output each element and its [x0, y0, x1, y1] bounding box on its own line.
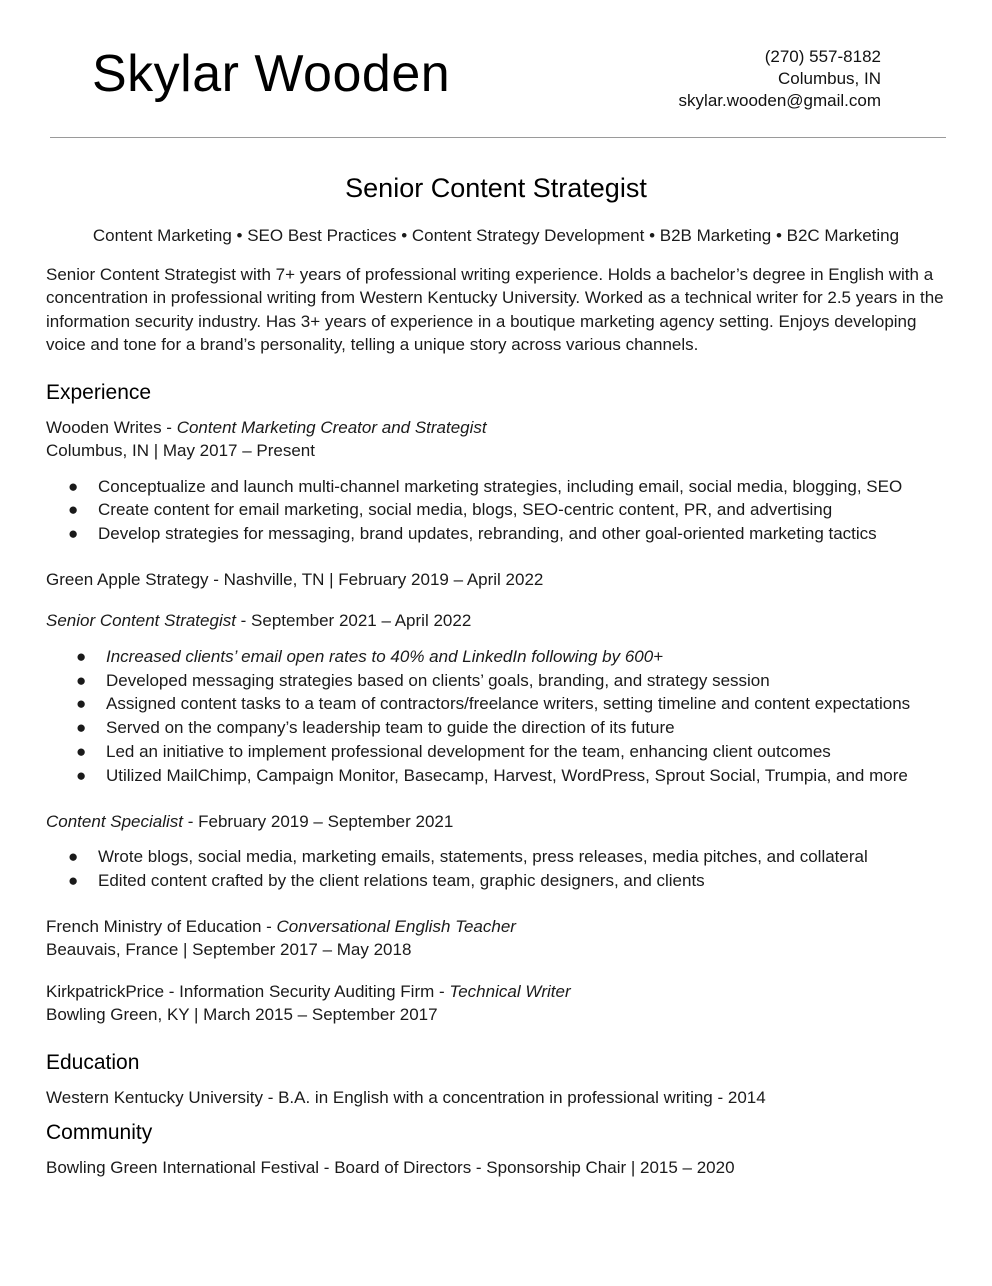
header-divider — [50, 137, 946, 138]
company-name: Wooden Writes - — [46, 417, 177, 437]
job-dates: - September 2021 – April 2022 — [235, 611, 472, 631]
list-item: ● Utilized MailChimp, Campaign Monitor, Basecamp, Harvest, WordPress, Sprout Social, Trumpia, and more — [46, 764, 946, 788]
list-item: ● Served on the company’s leadership team to guide the direction of its future — [46, 716, 946, 740]
list-item: ● Wrote blogs, social media, marketing emails, statements, press releases, media pitches, and collateral — [46, 845, 946, 869]
job-kirkpatrick-title — [46, 980, 946, 1004]
bullet-icon: ● — [76, 718, 87, 738]
company-name: KirkpatrickPrice - Information Security Auditing Firm - — [46, 981, 450, 1001]
list-item: ● Led an initiative to implement professional development for the team, enhancing client outcomes — [46, 740, 946, 764]
bullet-icon: ● — [76, 670, 87, 690]
job-wooden-writes-meta: Columbus, IN | May 2017 – Present — [46, 441, 315, 460]
bullet-icon: ● — [68, 524, 79, 544]
community-line: Bowling Green International Festival - Board of Directors - Sponsorship Chair | 2015 – 2020 — [46, 1158, 735, 1178]
job-french-ministry-meta: Beauvais, France | September 2017 – May 2018 — [46, 940, 412, 960]
list-item: ● Conceptualize and launch multi-channel marketing strategies, including email, social media, blogging, SEO — [46, 475, 946, 499]
bullet-icon: ● — [68, 476, 79, 496]
bullet-icon: ● — [68, 870, 79, 890]
list-item: ● Develop strategies for messaging, brand updates, rebranding, and other goal-oriented marketing tactics — [46, 522, 946, 546]
job-content-specialist-title — [46, 810, 946, 834]
job-dates: - February 2019 – September 2021 — [183, 811, 454, 831]
job-kirkpatrick-meta: Bowling Green, KY | March 2015 – September 2017 — [46, 1005, 438, 1025]
senior-strategist-bullets — [46, 645, 946, 788]
list-item: ● Increased clients’ email open rates to 40% and LinkedIn following by 600+ — [46, 645, 946, 669]
location: Columbus, IN — [778, 69, 881, 88]
candidate-name: Skylar Wooden — [92, 45, 451, 103]
list-item: ● Assigned content tasks to a team of contractors/freelance writers, setting timeline and content expectations — [46, 692, 946, 716]
job-green-apple-heading: Green Apple Strategy - Nashville, TN | February 2019 – April 2022 — [46, 569, 544, 589]
list-item: ● Developed messaging strategies based on clients’ goals, branding, and strategy session — [46, 669, 946, 693]
content-specialist-bullets — [46, 845, 946, 893]
job-wooden-writes-title — [46, 416, 946, 440]
bullet-icon: ● — [76, 742, 87, 762]
job-role: Technical Writer — [449, 981, 571, 1001]
job-role: Conversational English Teacher — [276, 916, 516, 936]
education-line: Western Kentucky University - B.A. in English with a concentration in professional writing - 2014 — [46, 1087, 766, 1107]
job-role: Content Specialist — [46, 811, 184, 831]
wooden-writes-bullets — [46, 475, 946, 546]
phone-number: (270) 557-8182 — [764, 47, 881, 66]
resume-body — [46, 170, 946, 1180]
bullet-icon: ● — [76, 765, 87, 785]
resume-title: Senior Content Strategist — [345, 173, 647, 203]
list-item: ● Create content for email marketing, social media, blogs, SEO-centric content, PR, and advertising — [46, 498, 946, 522]
community-heading: Community — [46, 1121, 153, 1145]
bullet-icon: ● — [68, 847, 79, 867]
bullet-icon: ● — [68, 500, 79, 520]
job-french-ministry-title — [46, 915, 946, 939]
education-heading: Education — [46, 1050, 140, 1074]
bullet-icon: ● — [76, 694, 87, 714]
email-address: skylar.wooden@gmail.com — [678, 91, 881, 110]
job-senior-strategist-title — [46, 609, 946, 633]
contact-block — [679, 46, 881, 112]
experience-heading: Experience — [46, 380, 152, 404]
skills-line: Content Marketing • SEO Best Practices • Content Strategy Development • B2B Marketing • B2C Marketing — [92, 226, 900, 245]
summary-paragraph: Senior Content Strategist with 7+ years of professional writing experience. Holds a bachelor’s degree in English with a concentration in professional writing from Western Kentucky University. Worked as a technical writer for 2.5 years in the information security industry. Has 3+ years of experience in a boutique marketing agency setting. Enjoys developing voice and tone for a brand’s personality, telling a unique story across various channels. — [46, 264, 944, 354]
company-name: French Ministry of Education - — [46, 916, 277, 936]
bullet-icon: ● — [76, 646, 87, 666]
job-role: Content Marketing Creator and Strategist — [176, 417, 487, 437]
list-item: ● Edited content crafted by the client relations team, graphic designers, and clients — [46, 869, 946, 893]
job-role: Senior Content Strategist — [46, 611, 236, 631]
